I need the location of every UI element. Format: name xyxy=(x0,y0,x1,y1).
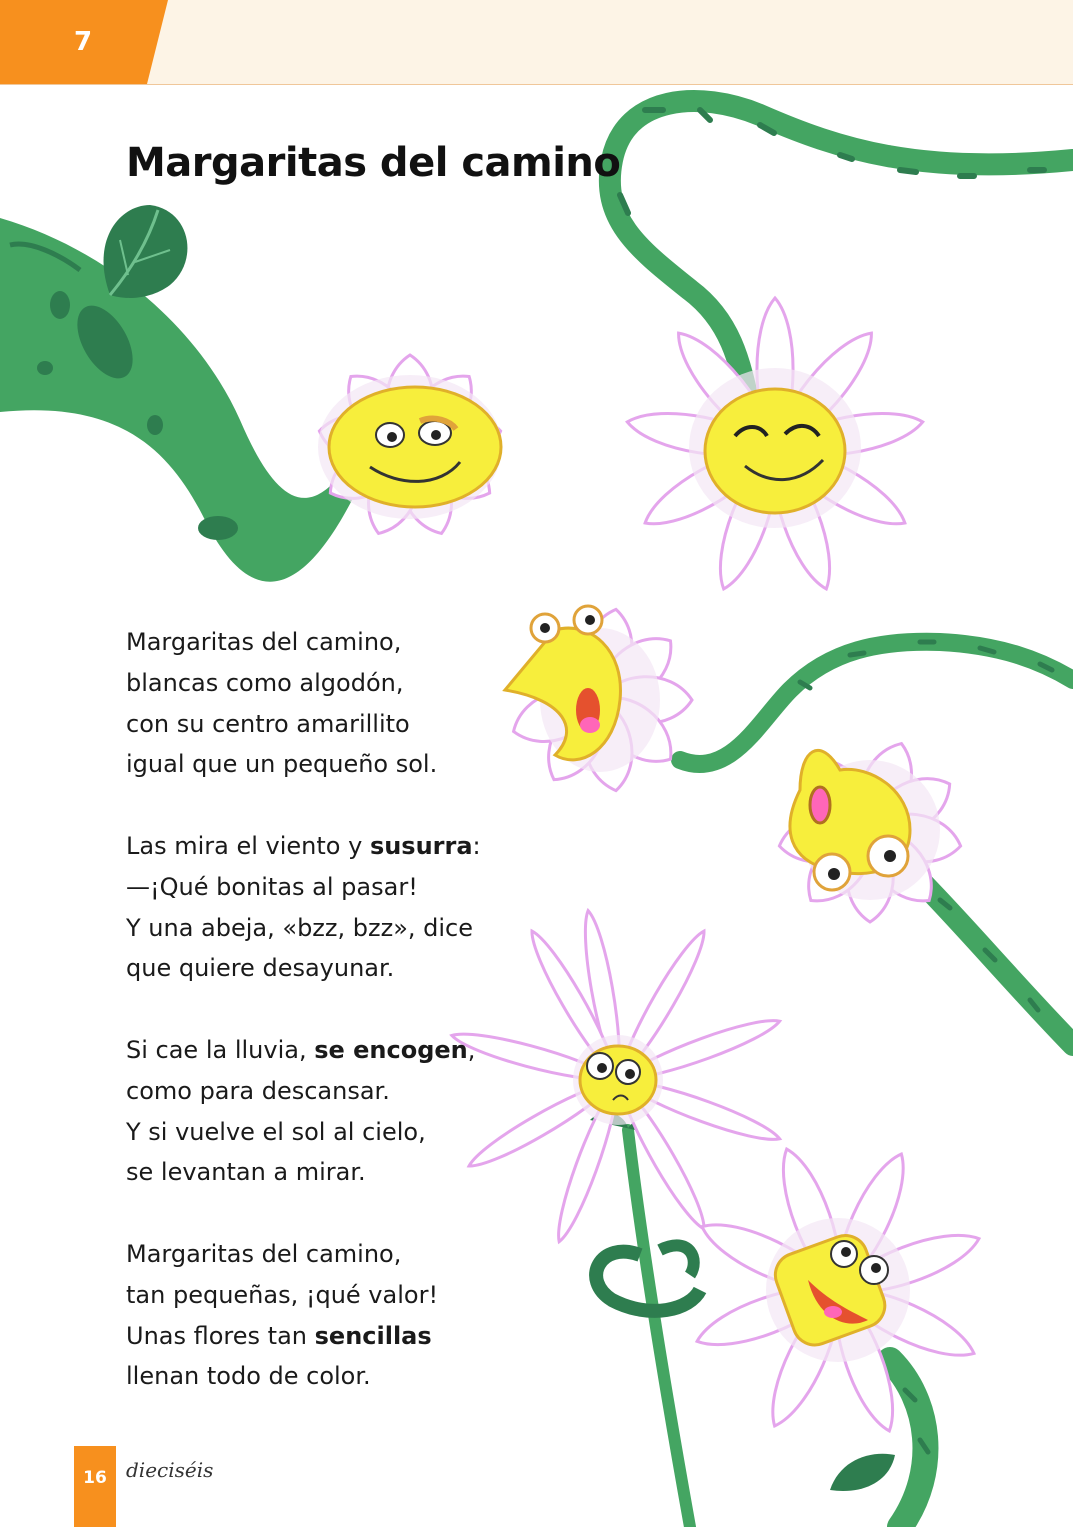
chapter-number: 7 xyxy=(74,27,93,57)
page-number: 16 xyxy=(83,1468,107,1488)
middle-right-stem xyxy=(680,642,1073,764)
verse-line: como para descansar. xyxy=(126,1076,390,1105)
highlighted-word: susurra xyxy=(369,831,473,860)
verse-line: Y una abeja, «bzz, bzz», dice xyxy=(126,913,473,942)
verse-line: Y si vuelve el sol al cielo, xyxy=(126,1117,426,1146)
verse-punctuation: : xyxy=(472,831,481,860)
page-number-word: dieciséis xyxy=(126,1458,214,1482)
verse-line xyxy=(126,1030,506,1071)
verse-line: con su centro amarillito xyxy=(126,709,410,738)
daisy-flower-2 xyxy=(624,298,926,595)
verse-line: blancas como algodón, xyxy=(126,668,404,697)
verse-line: se levantan a mirar. xyxy=(126,1158,366,1187)
daisy-flower-6 xyxy=(691,1143,985,1437)
verse-line: igual que un pequeño sol. xyxy=(126,750,438,779)
verse-line: que quiere desayunar. xyxy=(126,954,395,983)
lower-right-stem xyxy=(910,870,1073,1045)
verse-line: Margaritas del camino, xyxy=(126,628,402,656)
verse-line xyxy=(126,826,506,867)
verse-line: —¡Qué bonitas al pasar! xyxy=(126,872,418,901)
page-title: Margaritas del camino xyxy=(126,140,621,186)
poem-stanza-3 xyxy=(126,1030,506,1193)
highlighted-word: se encogen xyxy=(314,1035,468,1064)
verse-text: Si cae la lluvia, xyxy=(126,1035,315,1064)
poem xyxy=(126,622,506,1397)
leaf-icon xyxy=(104,205,188,298)
highlighted-word: sencillas xyxy=(314,1321,432,1350)
poem-stanza-2 xyxy=(126,826,506,989)
page-number-tab xyxy=(74,1446,116,1527)
daisy-flower-3 xyxy=(505,605,692,794)
verse-line: tan pequeñas, ¡qué valor! xyxy=(126,1280,439,1309)
poem-stanza-1 xyxy=(126,622,506,785)
verse-line: Margaritas del camino, xyxy=(126,1239,402,1268)
verse-line: llenan todo de color. xyxy=(126,1362,371,1391)
verse-text: Unas flores tan xyxy=(126,1321,315,1350)
verse-line xyxy=(126,1316,506,1357)
verse-punctuation: , xyxy=(467,1035,476,1064)
verse-text: Las mira el viento y xyxy=(126,831,370,860)
poem-stanza-4 xyxy=(126,1234,506,1397)
